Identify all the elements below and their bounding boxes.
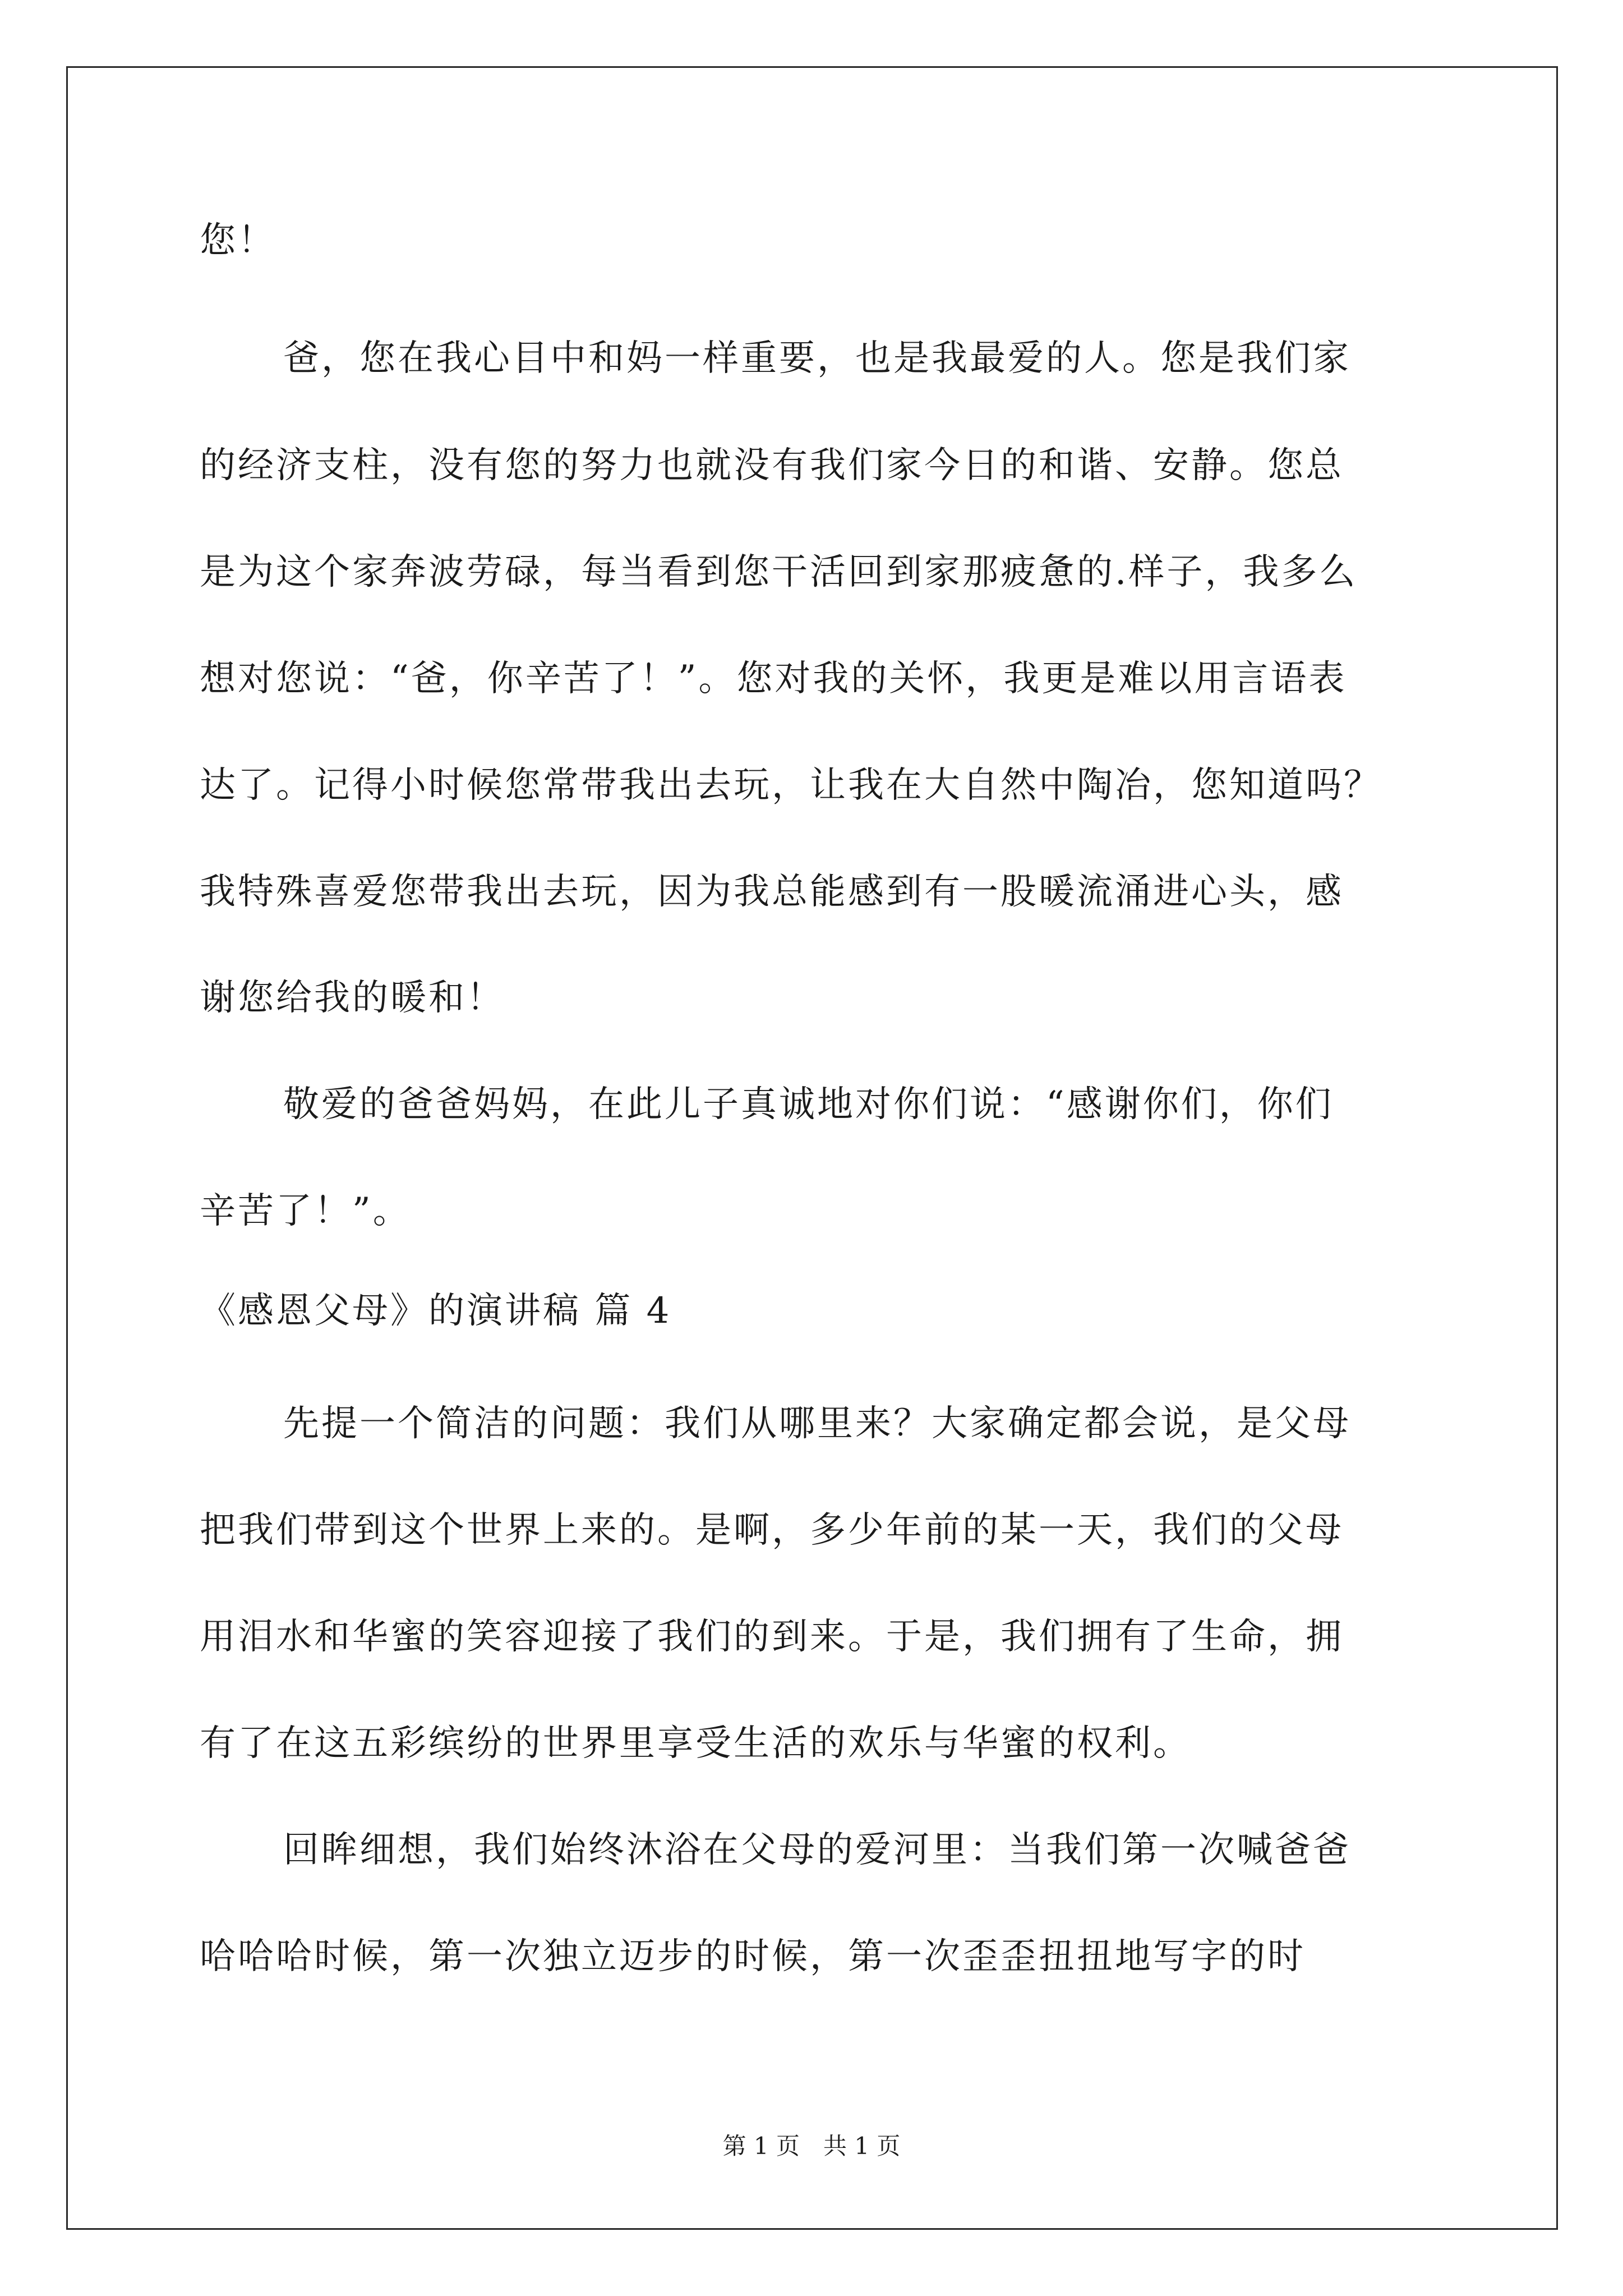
text-line: 用泪水和华蜜的笑容迎接了我们的到来。于是，我们拥有了生命，拥	[200, 1616, 1344, 1658]
text-line: 把我们带到这个世界上来的。是啊，多少年前的某一天，我们的父母	[200, 1510, 1344, 1551]
text-line: 哈哈哈时候，第一次独立迈步的时候，第一次歪歪扭扭地写字的时	[200, 1936, 1306, 1977]
paragraph-start-line: 敬爱的爸爸妈妈，在此儿子真诚地对你们说：“感谢你们，你们	[283, 1084, 1334, 1125]
paragraph-start-line: 回眸细想，我们始终沐浴在父母的爱河里：当我们第一次喊爸爸	[283, 1829, 1351, 1871]
page-footer: 第 1 页 共 1 页	[722, 2132, 901, 2160]
text-line: 的经济支柱，没有您的努力也就没有我们家今日的和谐、安静。您总	[200, 445, 1344, 486]
text-line: 达了。记得小时候您常带我出去玩，让我在大自然中陶冶，您知道吗？	[200, 765, 1382, 806]
paragraph-start-line: 先提一个简洁的问题：我们从哪里来？大家确定都会说，是父母	[283, 1403, 1351, 1444]
text-line: 辛苦了！”。	[200, 1190, 411, 1232]
section-heading: 《感恩父母》的演讲稿 篇 4	[200, 1290, 672, 1332]
text-line: 我特殊喜爱您带我出去玩，因为我总能感到有一股暖流涌进心头，感	[200, 871, 1344, 913]
text-line: 您！	[200, 220, 276, 261]
text-line: 谢您给我的暖和！	[200, 977, 505, 1019]
paragraph-start-line: 爸，您在我心目中和妈一样重要，也是我最爱的人。您是我们家	[283, 338, 1351, 379]
text-line: 想对您说：“爸，你辛苦了！”。您对我的关怀，我更是难以用言语表	[200, 658, 1347, 700]
text-line: 是为这个家奔波劳碌，每当看到您干活回到家那疲惫的.样子，我多么	[200, 551, 1358, 593]
page-border	[66, 66, 1558, 2230]
text-line: 有了在这五彩缤纷的世界里享受生活的欢乐与华蜜的权利。	[200, 1723, 1191, 1764]
